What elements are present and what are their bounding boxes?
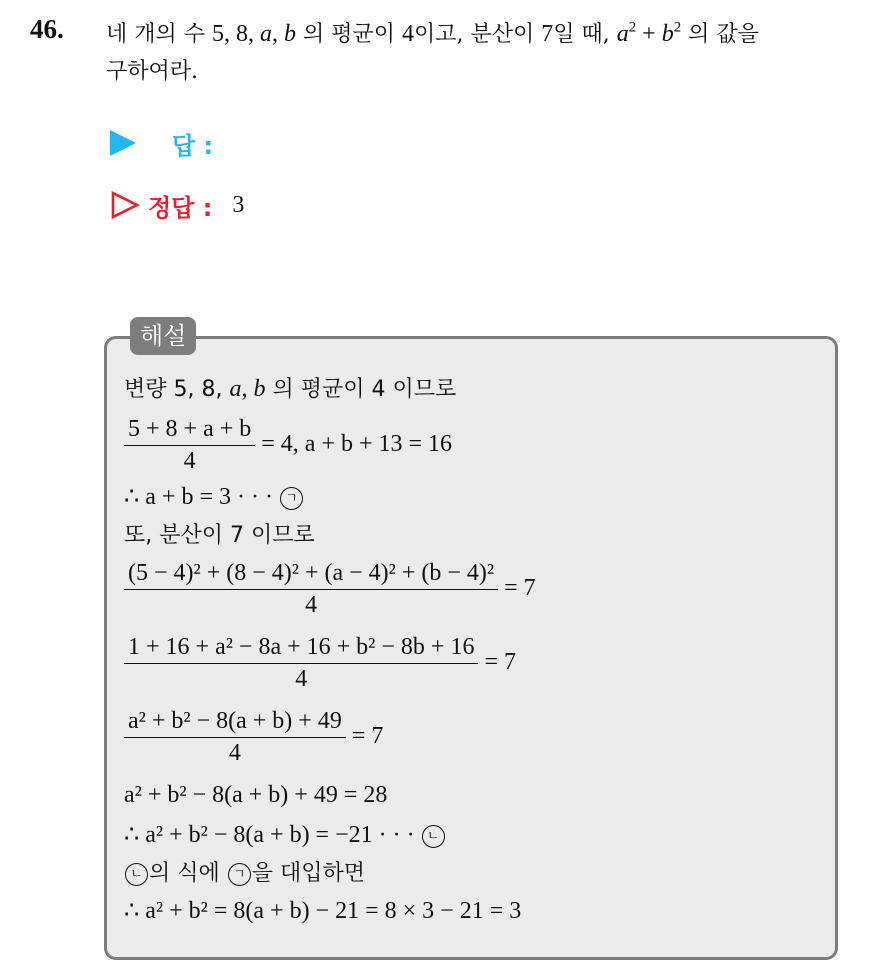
solution-line-3 (124, 482, 304, 511)
fraction-1 (124, 416, 255, 475)
solution-line-10 (124, 856, 365, 887)
equation-text: ∴ a + b = 3 · · · (124, 484, 279, 510)
solution-line-7 (124, 708, 383, 767)
solution-line-11 (124, 896, 521, 925)
solution-line-1: 변량 5, 8, a, b 의 평균이 4 이므로 (124, 376, 457, 402)
question-text-part: 이고, 분산이 (414, 22, 542, 47)
circled-giyeok-mark: ㄱ (228, 863, 251, 886)
fraction-numerator: 5 + 8 + a + b (124, 416, 255, 446)
question-text-line2: 구하여라. (106, 59, 199, 84)
question-text-part: 일 때, (553, 22, 617, 47)
play-triangle-icon (110, 130, 136, 156)
fraction-numerator: 1 + 16 + a² − 8a + 16 + b² − 8b + 16 (124, 634, 478, 664)
solution-text: 또, 분산이 7 이므로 (124, 523, 315, 548)
correct-answer-label: 정답 : (148, 193, 213, 222)
circled-nieun-mark: ㄴ (422, 825, 445, 848)
solution-line-2 (124, 416, 452, 475)
mean-value: 4 (402, 21, 414, 47)
fraction-denominator: 4 (305, 592, 318, 618)
question-text-part: 의 평균이 (296, 22, 402, 47)
solution-line-6 (124, 634, 516, 693)
fraction-denominator: 4 (295, 666, 308, 692)
fraction-4 (124, 708, 346, 767)
solution-text: 을 대입하면 (251, 861, 366, 886)
solution-line-9 (124, 820, 446, 849)
circled-nieun-mark: ㄴ (125, 863, 148, 886)
fraction-denominator: 4 (183, 448, 196, 474)
equation-text: = 7 (478, 649, 516, 676)
solution-text: 변량 5, 8, (124, 377, 230, 402)
solution-text: 의 평균이 4 이므로 (265, 377, 457, 402)
solution-line-4 (124, 518, 315, 549)
equation-text: ∴ a² + b² − 8(a + b) = −21 · · · (124, 822, 421, 848)
outline-triangle-icon (110, 190, 140, 220)
solution-tab: 해설 (130, 317, 196, 355)
correct-answer-row (110, 188, 244, 222)
var-b: b (284, 21, 296, 47)
variance-value: 7 (541, 21, 554, 47)
question-nums: 5, 8, (212, 21, 260, 47)
equation-text: a² + b² − 8(a + b) + 49 = 28 (124, 782, 388, 808)
comma: , (272, 21, 284, 47)
question-text-part: 의 값을 (681, 22, 759, 47)
answer-row (110, 126, 213, 160)
equation-text: = 7 (498, 575, 536, 602)
fraction-denominator: 4 (228, 740, 241, 766)
fraction-numerator: a² + b² − 8(a + b) + 49 (124, 708, 346, 738)
solution-line-5 (124, 560, 536, 619)
fraction-3 (124, 634, 478, 693)
fraction-2 (124, 560, 498, 619)
fraction-numerator: (5 − 4)² + (8 − 4)² + (a − 4)² + (b − 4)² (124, 560, 498, 590)
answer-label: 답 : (172, 131, 214, 160)
solution-text: 의 식에 (149, 861, 227, 886)
equation-text: = 4, a + b + 13 = 16 (255, 431, 453, 458)
question-text (106, 16, 876, 90)
var-a: a (260, 21, 272, 47)
solution-line-8 (124, 782, 387, 809)
equation-text: ∴ a² + b² = 8(a + b) − 21 = 8 × 3 − 21 = 3 (124, 898, 522, 924)
question-number: 46. (30, 14, 64, 44)
question-text-part: 네 개의 수 (106, 22, 212, 47)
circled-giyeok-mark: ㄱ (280, 487, 303, 510)
correct-answer-value: 3 (232, 191, 245, 218)
sum-of-squares: $a^2 + b^2$ (616, 19, 682, 47)
equation-text: = 7 (345, 723, 384, 750)
